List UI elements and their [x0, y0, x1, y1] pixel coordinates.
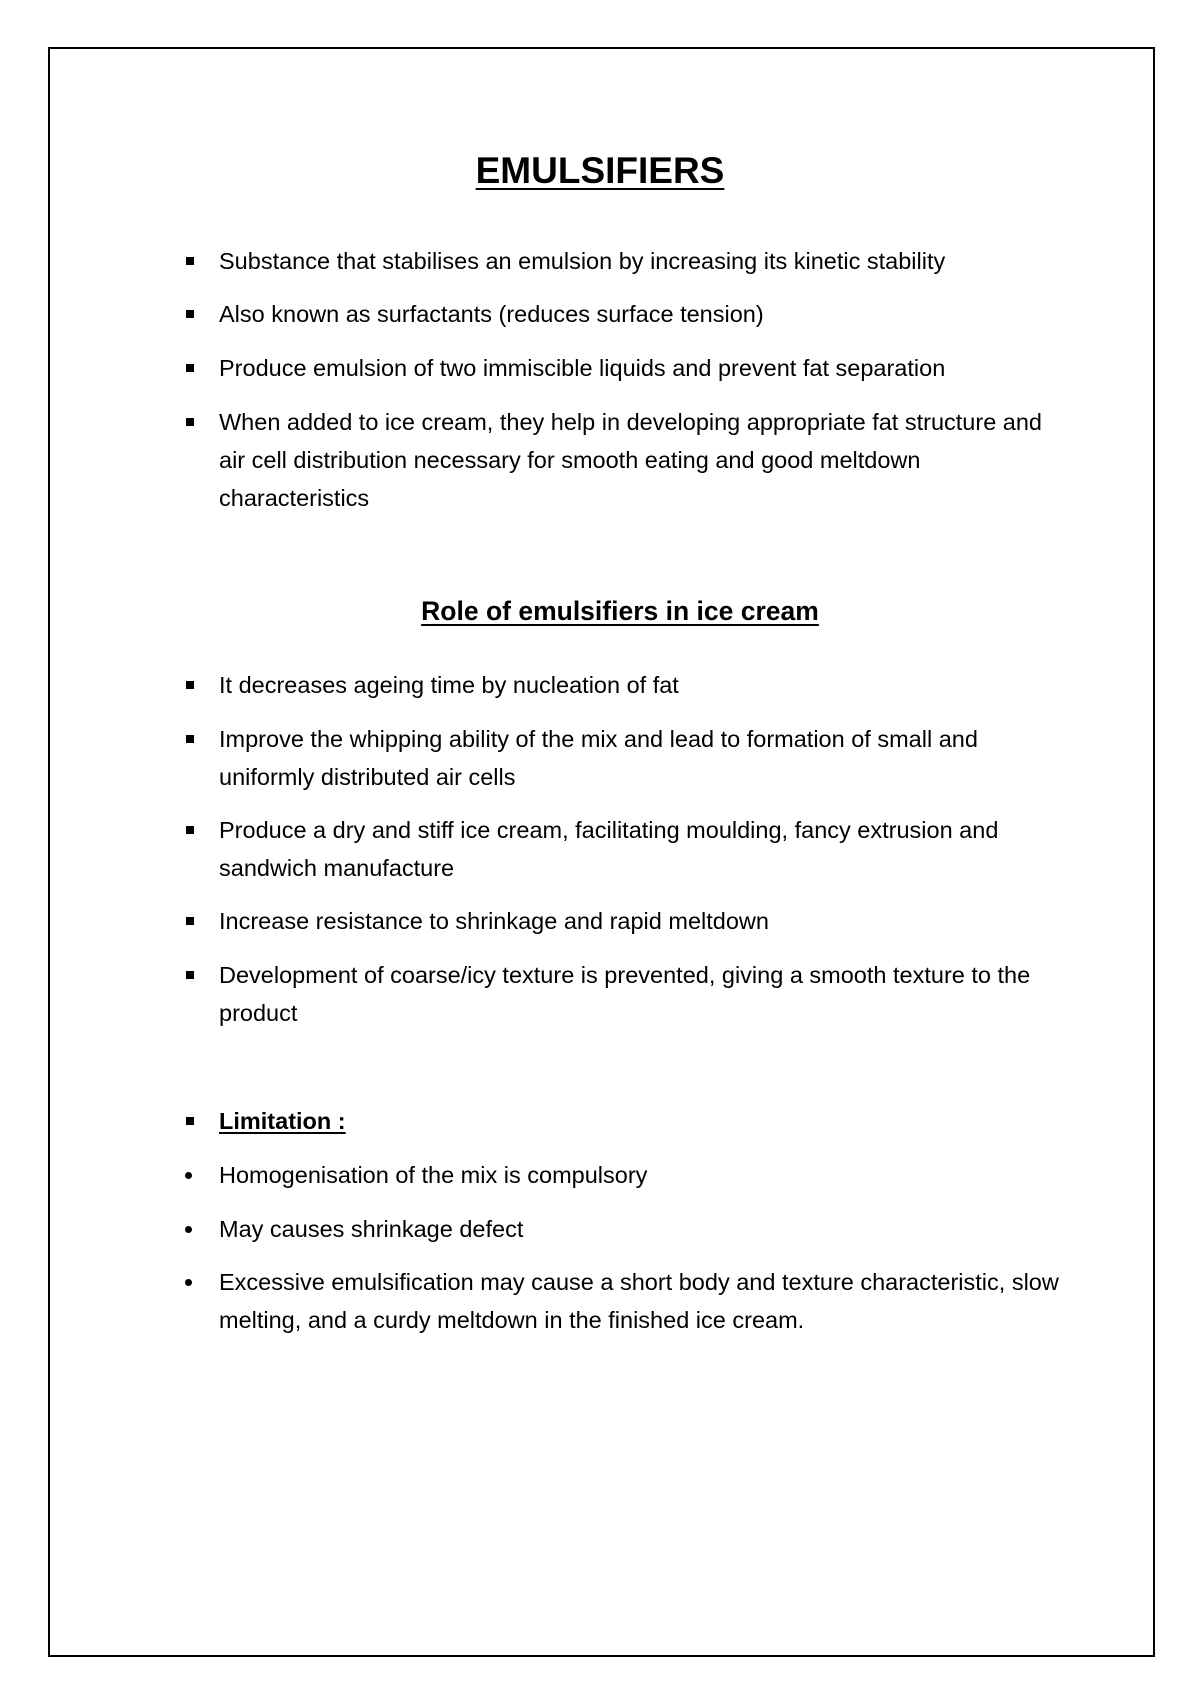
round-bullet-icon	[185, 1279, 192, 1286]
list-item: Increase resistance to shrinkage and rapid meltdown	[219, 908, 769, 934]
list-item: Substance that stabilises an emulsion by increasing its kinetic stability	[219, 248, 946, 274]
square-bullet-icon	[186, 681, 194, 689]
list-item: Excessive emulsification may cause a short body and texture characteristic, slow melting, and a curdy meltdown in the finished ice cream.	[219, 1269, 1059, 1333]
limitation-heading	[219, 1102, 1069, 1140]
square-bullet-icon	[186, 1117, 194, 1125]
list-item: Homogenisation of the mix is compulsory	[219, 1162, 648, 1188]
page-title: EMULSIFIERS	[475, 150, 725, 191]
square-bullet-icon	[186, 917, 194, 925]
square-bullet-icon	[186, 418, 194, 426]
list-item: Improve the whipping ability of the mix and lead to formation of small and uniformly distributed air cells	[219, 726, 978, 790]
limitation-label: Limitation :	[219, 1108, 346, 1134]
square-bullet-icon	[186, 971, 194, 979]
round-bullet-icon	[185, 1172, 192, 1179]
list-item: When added to ice cream, they help in developing appropriate fat structure and air cell distribution necessary for smooth eating and good meltdown characteristics	[219, 409, 1043, 511]
section-heading: Role of emulsifiers in ice cream	[421, 596, 819, 626]
square-bullet-icon	[186, 735, 194, 743]
list-item: Produce emulsion of two immiscible liquids and prevent fat separation	[219, 355, 946, 381]
round-bullet-icon	[185, 1226, 192, 1233]
square-bullet-icon	[186, 310, 194, 318]
list-item: Development of coarse/icy texture is prevented, giving a smooth texture to the product	[219, 962, 1031, 1026]
list-item: It decreases ageing time by nucleation of fat	[219, 672, 679, 698]
list-item: May causes shrinkage defect	[219, 1216, 524, 1242]
square-bullet-icon	[186, 826, 194, 834]
square-bullet-icon	[186, 257, 194, 265]
list-item: Produce a dry and stiff ice cream, facilitating moulding, fancy extrusion and sandwich manufacture	[219, 817, 999, 881]
square-bullet-icon	[186, 364, 194, 372]
list-item: Also known as surfactants (reduces surface tension)	[219, 301, 764, 327]
